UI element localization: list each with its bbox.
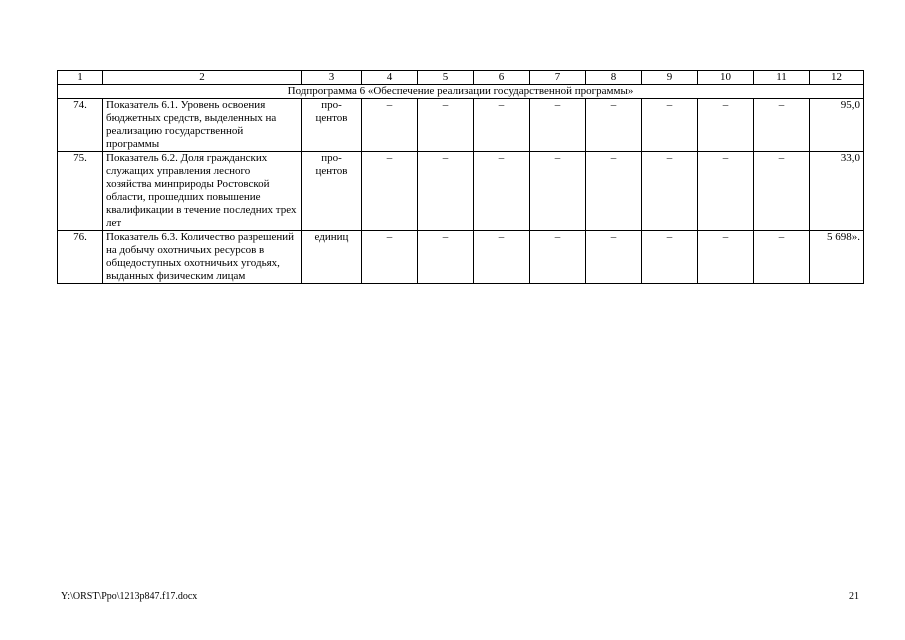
header-cell: 3 <box>302 71 362 85</box>
indicator-name: Показатель 6.1. Уровень освоения бюджетных средств, выделенных на реализацию государственной программы <box>103 99 302 152</box>
indicators-table <box>57 70 864 284</box>
header-cell: 12 <box>810 71 864 85</box>
value-cell: – <box>474 152 530 231</box>
value-cell: – <box>474 231 530 284</box>
value-cell: – <box>418 231 474 284</box>
value-cell: – <box>586 231 642 284</box>
value-cell: – <box>754 99 810 152</box>
table-row <box>58 231 864 284</box>
value-cell: – <box>362 231 418 284</box>
header-cell: 4 <box>362 71 418 85</box>
header-cell: 5 <box>418 71 474 85</box>
value-cell: – <box>642 99 698 152</box>
value-cell: – <box>698 152 754 231</box>
row-number: 76. <box>58 231 103 284</box>
table-row <box>58 152 864 231</box>
header-cell: 9 <box>642 71 698 85</box>
value-cell: – <box>698 231 754 284</box>
indicator-name: Показатель 6.3. Количество разрешений на добычу охотничьих ресурсов в общедоступных охотничьих угодьях, выданных физическим лицам <box>103 231 302 284</box>
value-cell: – <box>754 231 810 284</box>
value-cell: – <box>642 152 698 231</box>
subprogram-title: Подпрограмма 6 «Обеспечение реализации государственной программы» <box>58 85 864 99</box>
value-cell: – <box>530 152 586 231</box>
indicator-name: Показатель 6.2. Доля гражданских служащих управления лесного хозяйства минприроды Ростовской области, прошедших повышение квалификации в течение последних трех лет <box>103 152 302 231</box>
header-cell: 1 <box>58 71 103 85</box>
unit-cell: единиц <box>302 231 362 284</box>
page-number: 21 <box>849 591 859 602</box>
row-number: 75. <box>58 152 103 231</box>
file-path: Y:\ORST\Ppo\1213p847.f17.docx <box>61 591 198 602</box>
header-cell: 2 <box>103 71 302 85</box>
header-cell: 10 <box>698 71 754 85</box>
value-cell: – <box>586 99 642 152</box>
table-header-row <box>58 71 864 85</box>
value-cell: – <box>418 99 474 152</box>
table-row <box>58 99 864 152</box>
target-value: 95,0 <box>810 99 864 152</box>
header-cell: 6 <box>474 71 530 85</box>
value-cell: – <box>754 152 810 231</box>
value-cell: – <box>418 152 474 231</box>
value-cell: – <box>642 231 698 284</box>
value-cell: – <box>586 152 642 231</box>
target-value: 33,0 <box>810 152 864 231</box>
header-cell: 7 <box>530 71 586 85</box>
value-cell: – <box>530 231 586 284</box>
subprogram-row <box>58 85 864 99</box>
header-cell: 11 <box>754 71 810 85</box>
value-cell: – <box>362 99 418 152</box>
header-cell: 8 <box>586 71 642 85</box>
unit-cell: про- центов <box>302 99 362 152</box>
target-value: 5 698». <box>810 231 864 284</box>
value-cell: – <box>362 152 418 231</box>
row-number: 74. <box>58 99 103 152</box>
value-cell: – <box>474 99 530 152</box>
value-cell: – <box>530 99 586 152</box>
value-cell: – <box>698 99 754 152</box>
unit-cell: про- центов <box>302 152 362 231</box>
